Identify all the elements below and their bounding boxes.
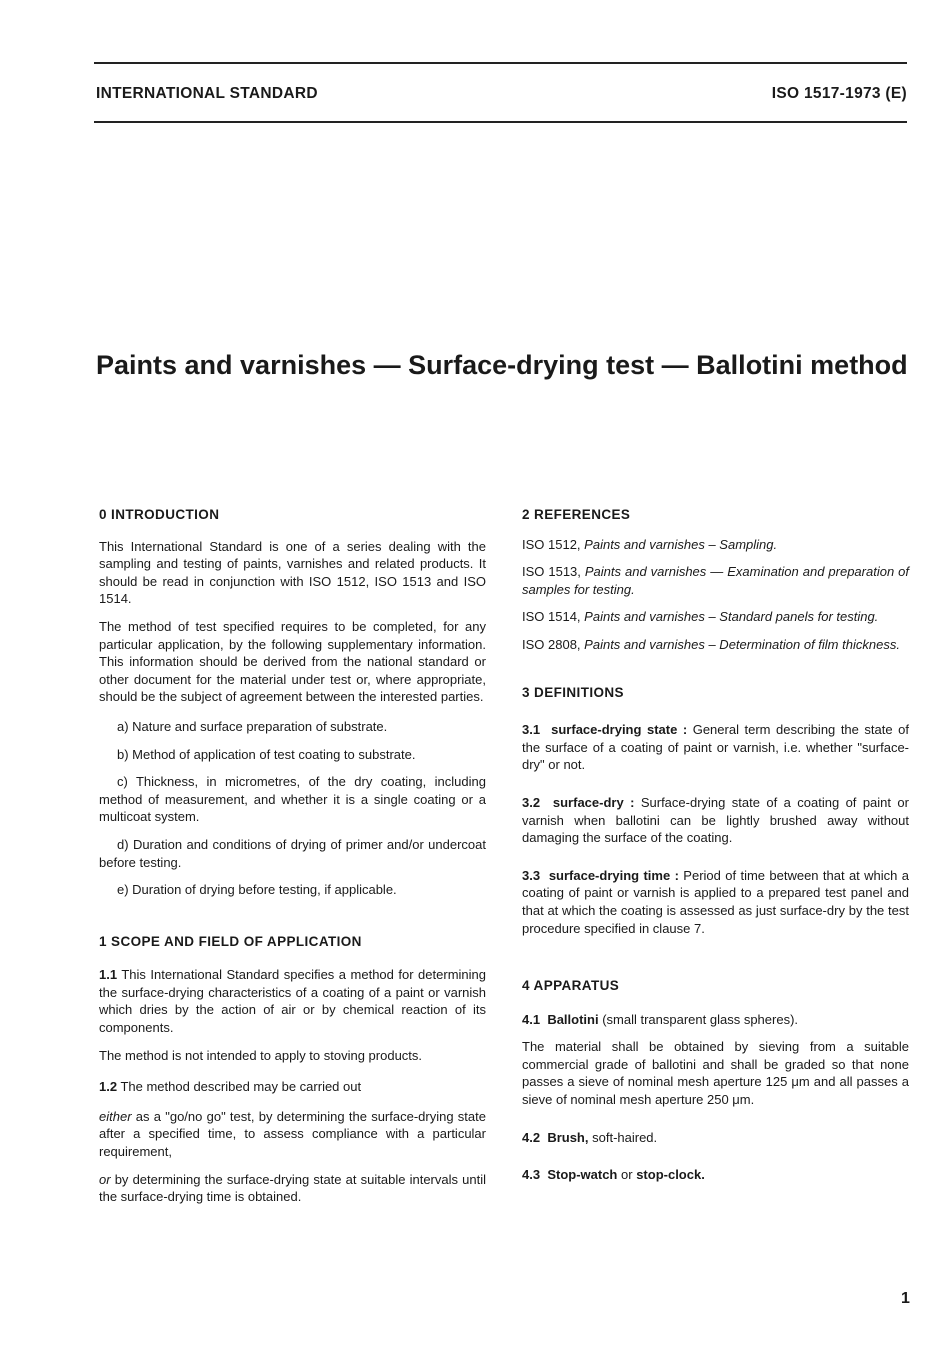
page-number: 1 bbox=[901, 1290, 910, 1307]
or-word: or bbox=[99, 1171, 111, 1187]
definition-text: Surface-drying state of a coating of paint or varnish when ballotini can be lightly brushed away without damaging the surface of the coating. bbox=[522, 794, 909, 846]
clause-number: 4.1 bbox=[522, 1011, 541, 1027]
list-item: e) Duration of drying before testing, if applicable. bbox=[117, 882, 397, 898]
reference-title: Paints and varnishes – Determination of film thickness. bbox=[584, 636, 900, 652]
clause-4-2 bbox=[522, 1129, 909, 1147]
reference-item bbox=[522, 563, 909, 598]
either-paragraph bbox=[99, 1108, 486, 1161]
section-heading-references: 2 REFERENCES bbox=[522, 507, 631, 522]
clause-number: 1.1 bbox=[99, 967, 118, 983]
intro-paragraph-2: The method of test specified requires to be completed, for any particular application, by the following supplementary information. This information should be derived from the national standard or other document for the material under test or, where appropriate, should be the subject of agreement between the interested parties. bbox=[99, 618, 486, 705]
definition-term: surface-drying time : bbox=[548, 867, 679, 883]
top-rule bbox=[94, 62, 907, 64]
left-column bbox=[99, 506, 486, 1216]
right-column bbox=[522, 506, 909, 1194]
or-text: by determining the surface-drying state at suitable intervals until the surface-drying time is obtained. bbox=[99, 1171, 486, 1205]
clause-text: This International Standard specifies a method for determining the surface-drying characteristics of a coating of a paint or varnish which dries by the action of air or by chemical reaction of its components. bbox=[99, 967, 486, 1036]
intro-paragraph-1: This International Standard is one of a series dealing with the sampling and testing of paints, varnishes and related products. It should be read in conjunction with ISO 1512, ISO 1513 and ISO 1514. bbox=[99, 538, 486, 607]
header-rule bbox=[94, 121, 907, 123]
list-item: d) Duration and conditions of drying of primer and/or undercoat before testing. bbox=[99, 836, 486, 870]
reference-item bbox=[522, 636, 909, 654]
definition-term: surface-dry : bbox=[552, 794, 635, 810]
reference-item bbox=[522, 608, 909, 626]
clause-number: 1.2 bbox=[99, 1079, 118, 1095]
section-heading-introduction: 0 INTRODUCTION bbox=[99, 507, 220, 522]
clause-1-1 bbox=[99, 966, 486, 1036]
clause-text: (small transparent glass spheres). bbox=[602, 1011, 799, 1027]
either-word: either bbox=[99, 1108, 132, 1124]
definition-number: 3.3 bbox=[522, 867, 541, 883]
reference-code: ISO 1513, bbox=[522, 564, 581, 580]
reference-title: Paints and varnishes – Sampling. bbox=[584, 536, 778, 552]
section-heading-scope: 1 SCOPE AND FIELD OF APPLICATION bbox=[99, 933, 362, 949]
clause-text: soft-haired. bbox=[592, 1129, 658, 1145]
reference-code: ISO 1514, bbox=[522, 609, 581, 625]
clause-4-1 bbox=[522, 1011, 909, 1029]
reference-title: Paints and varnishes — Examination and preparation of samples for testing. bbox=[522, 564, 909, 597]
header-right: ISO 1517-1973 (E) bbox=[771, 85, 907, 102]
ballotini-paragraph: The material shall be obtained by sieving from a suitable commercial grade of ballotini and shall be graded so that none passes a sieve of nominal mesh aperture 125 μm and all passes a sieve of nominal mesh aperture 250 μm. bbox=[522, 1039, 909, 1108]
definition-number: 3.1 bbox=[522, 722, 541, 738]
definition-text: General term describing the state of the surface of a coating of paint or varnish, i.e. whether "surface-dry" or not. bbox=[522, 722, 909, 773]
clause-4-3 bbox=[522, 1166, 909, 1184]
clause-term: Stop-watch bbox=[547, 1167, 618, 1183]
clause-number: 4.3 bbox=[522, 1167, 541, 1183]
section-heading-definitions: 3 DEFINITIONS bbox=[522, 684, 624, 700]
clause-text: The method described may be carried out bbox=[120, 1079, 362, 1095]
section-heading-apparatus: 4 APPARATUS bbox=[522, 978, 620, 994]
header-left: INTERNATIONAL STANDARD bbox=[96, 85, 318, 102]
either-text: as a "go/no go" test, by determining the surface-drying state after a specified time, to assess compliance with a particular requirement, bbox=[99, 1108, 486, 1160]
or-paragraph bbox=[99, 1171, 486, 1206]
list-item: b) Method of application of test coating to substrate. bbox=[117, 746, 416, 762]
definition-item bbox=[522, 794, 909, 847]
clause-text: or bbox=[621, 1167, 633, 1183]
definition-text: Period of time between that at which a coating of paint or varnish is applied to a prepared test panel and that at which the coating is assessed as just surface-dry by the test procedure specified in clause 7. bbox=[522, 867, 909, 936]
clause-term: Ballotini bbox=[547, 1011, 599, 1027]
reference-title: Paints and varnishes – Standard panels for testing. bbox=[584, 609, 879, 625]
document-title: Paints and varnishes — Surface-drying test — Ballotini method bbox=[96, 350, 908, 380]
stoving-paragraph: The method is not intended to apply to stoving products. bbox=[99, 1047, 423, 1063]
definition-item bbox=[522, 867, 909, 937]
reference-item bbox=[522, 536, 909, 554]
definition-number: 3.2 bbox=[522, 794, 541, 810]
definition-term: surface-drying state : bbox=[551, 722, 688, 738]
reference-code: ISO 2808, bbox=[522, 636, 581, 652]
definition-item bbox=[522, 721, 909, 774]
list-item: c) Thickness, in micrometres, of the dry coating, including method of measurement, and whether it is a single coating or a multicoat system. bbox=[99, 774, 486, 825]
reference-code: ISO 1512, bbox=[522, 536, 581, 552]
clause-number: 4.2 bbox=[522, 1129, 541, 1145]
list-item: a) Nature and surface preparation of substrate. bbox=[117, 718, 388, 734]
clause-1-2 bbox=[99, 1078, 486, 1096]
clause-term: stop-clock. bbox=[636, 1167, 705, 1183]
clause-term: Brush, bbox=[547, 1129, 589, 1145]
